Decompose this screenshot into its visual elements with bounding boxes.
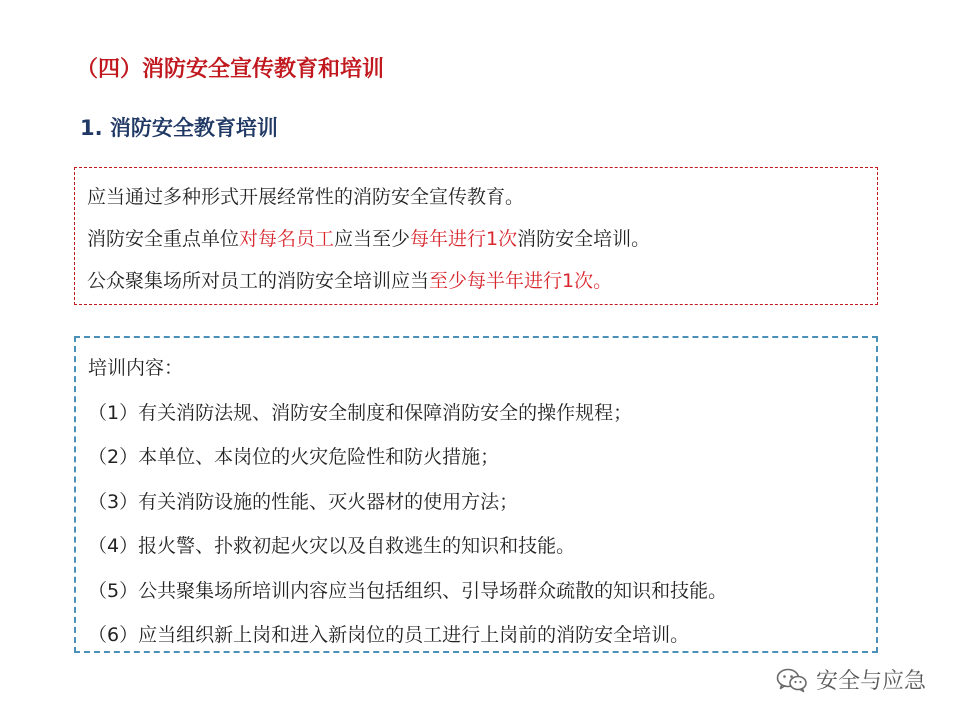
training-item: （6）应当组织新上岗和进入新岗位的员工进行上岗前的消防安全培训。 — [88, 624, 690, 646]
requirement-line-2-text: 应当至少 — [334, 228, 411, 250]
training-heading: 培训内容： — [88, 357, 184, 379]
watermark-text: 安全与应急 — [815, 669, 926, 694]
requirement-highlight-yearly: 每年进行1次 — [410, 228, 518, 250]
requirement-line-2 — [87, 218, 877, 260]
training-content-box — [74, 336, 878, 653]
requirement-highlight-each-employee: 对每名员工 — [239, 228, 335, 250]
training-item: （1）有关消防法规、消防安全制度和保障消防安全的操作规程； — [88, 401, 633, 424]
subsection-title: 1. 消防安全教育培训 — [80, 116, 278, 140]
watermark — [776, 664, 926, 695]
training-item: （3）有关消防设施的性能、灭火器材的使用方法； — [88, 490, 519, 513]
requirement-line-3-text: 公众聚集场所对员工的消防安全培训应当 — [87, 270, 430, 292]
training-item: （4）报火警、扑救初起火灾以及自救逃生的知识和技能。 — [88, 535, 576, 557]
section-title: （四）消防安全宣传教育和培训 — [76, 57, 385, 82]
requirements-box — [74, 167, 878, 305]
requirement-line-1: 应当通过多种形式开展经常性的消防安全宣传教育。 — [87, 186, 525, 208]
training-item: （2）本单位、本岗位的火灾危险性和防火措施； — [88, 446, 500, 468]
requirement-highlight-half-year: 至少每半年进行1次。 — [429, 270, 613, 292]
wechat-icon — [776, 667, 808, 693]
requirement-line-3 — [87, 260, 877, 302]
requirement-line-2-text: 消防安全培训。 — [517, 228, 651, 250]
training-item: （5）公共聚集场所培训内容应当包括组织、引导场群众疏散的知识和技能。 — [88, 579, 728, 602]
requirement-line-2-text: 消防安全重点单位 — [87, 228, 240, 250]
